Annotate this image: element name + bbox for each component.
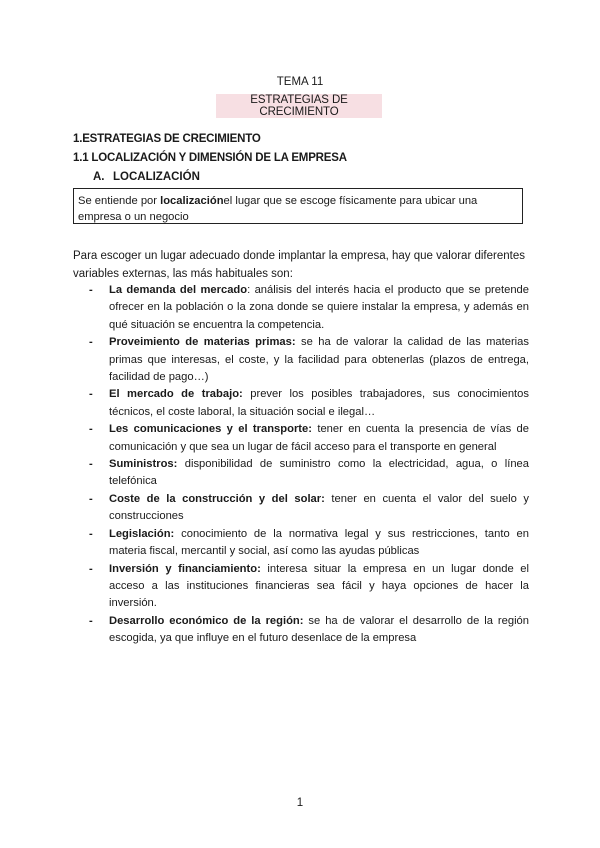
item-term: La demanda del mercado: [109, 284, 248, 296]
list-item: [89, 334, 529, 386]
heading-a-letter: A.: [93, 171, 105, 183]
item-text: conocimiento de la normativa legal y sus restricciones, tanto en materia fiscal, mercantil y social, así como las ayudas públicas: [109, 527, 529, 558]
bullet-dash: -: [89, 458, 93, 471]
bullet-dash: -: [89, 562, 93, 575]
item-term: El mercado de trabajo:: [109, 388, 243, 401]
heading-1: 1.ESTRATEGIAS DE CRECIMIENTO: [73, 133, 261, 145]
heading-a: [93, 171, 200, 183]
bullet-dash: -: [89, 336, 93, 349]
item-term: Coste de la construcción y del solar:: [109, 492, 325, 505]
topic-number: TEMA 11: [276, 76, 324, 88]
page-number: 1: [296, 797, 304, 809]
item-term: Desarrollo económico de la región:: [109, 614, 304, 627]
item-term: Legislación:: [109, 527, 175, 540]
bullet-dash: -: [89, 492, 93, 505]
topic-title: ESTRATEGIAS DE CRECIMIENTO: [216, 94, 382, 118]
item-text: prever los posibles trabajadores, sus conocimientos técnicos, el coste laboral, la situación social e ilegal…: [109, 388, 529, 418]
definition-after: el lugar que se escoge físicamente para ubicar una empresa o un negocio: [78, 195, 478, 223]
list-item: [89, 613, 529, 648]
bullet-dash: -: [89, 284, 93, 296]
item-text: se ha de valorar la calidad de las materias primas que interesas, el coste, y la facilidad para obtenerlas (plazos de entrega, facilidad de pago…): [109, 336, 529, 384]
bullet-dash: -: [89, 527, 93, 540]
heading-1-1: 1.1 LOCALIZACIÓN Y DIMENSIÓN DE LA EMPRESA: [73, 152, 347, 164]
definition-term: localización: [160, 195, 224, 207]
list-item: [89, 561, 529, 613]
item-text: se ha de valorar el desarrollo de la región escogida, ya que influye en el futuro desenlace de la empresa: [109, 614, 529, 645]
bullet-dash: -: [89, 614, 93, 627]
list-item: [89, 491, 529, 526]
list-item: [89, 456, 529, 491]
intro-paragraph: Para escoger un lugar adecuado donde implantar la empresa, hay que valorar diferentes variables externas, las más habituales son:: [73, 250, 525, 280]
item-term: Proveimiento de materias primas:: [109, 336, 296, 349]
item-term: Les comunicaciones y el transporte:: [109, 423, 312, 436]
heading-a-text: LOCALIZACIÓN: [113, 171, 200, 183]
bullet-dash: -: [89, 423, 93, 436]
list-item: [89, 386, 529, 421]
list-item: [89, 282, 529, 334]
item-term: Inversión y financiamiento:: [109, 562, 261, 575]
item-text: interesa situar la empresa en un lugar donde el acceso a las instituciones financieras sea fácil y haya opciones de hacer la inversión.: [109, 562, 529, 610]
list-item: [89, 526, 529, 561]
bullet-dash: -: [89, 388, 93, 401]
item-term: Suministros:: [109, 458, 178, 471]
item-text: disponibilidad de suministro como la electricidad, agua, o línea telefónica: [109, 458, 529, 488]
definition-box: [73, 188, 523, 224]
item-text: tener en cuenta el valor del suelo y construcciones: [109, 492, 530, 523]
item-text: tener en cuenta la presencia de vías de comunicación y que sea un lugar de fácil acceso para el transporte en general: [109, 423, 529, 453]
variables-list: [89, 282, 529, 648]
definition-before: Se entiende por: [78, 195, 161, 207]
item-text: : análisis del interés hacia el producto que se pretende ofrecer en la población o la zona donde se quiere instalar la empresa, y además en qué situación se encuentra la competencia.: [109, 284, 529, 331]
list-item: [89, 421, 529, 456]
